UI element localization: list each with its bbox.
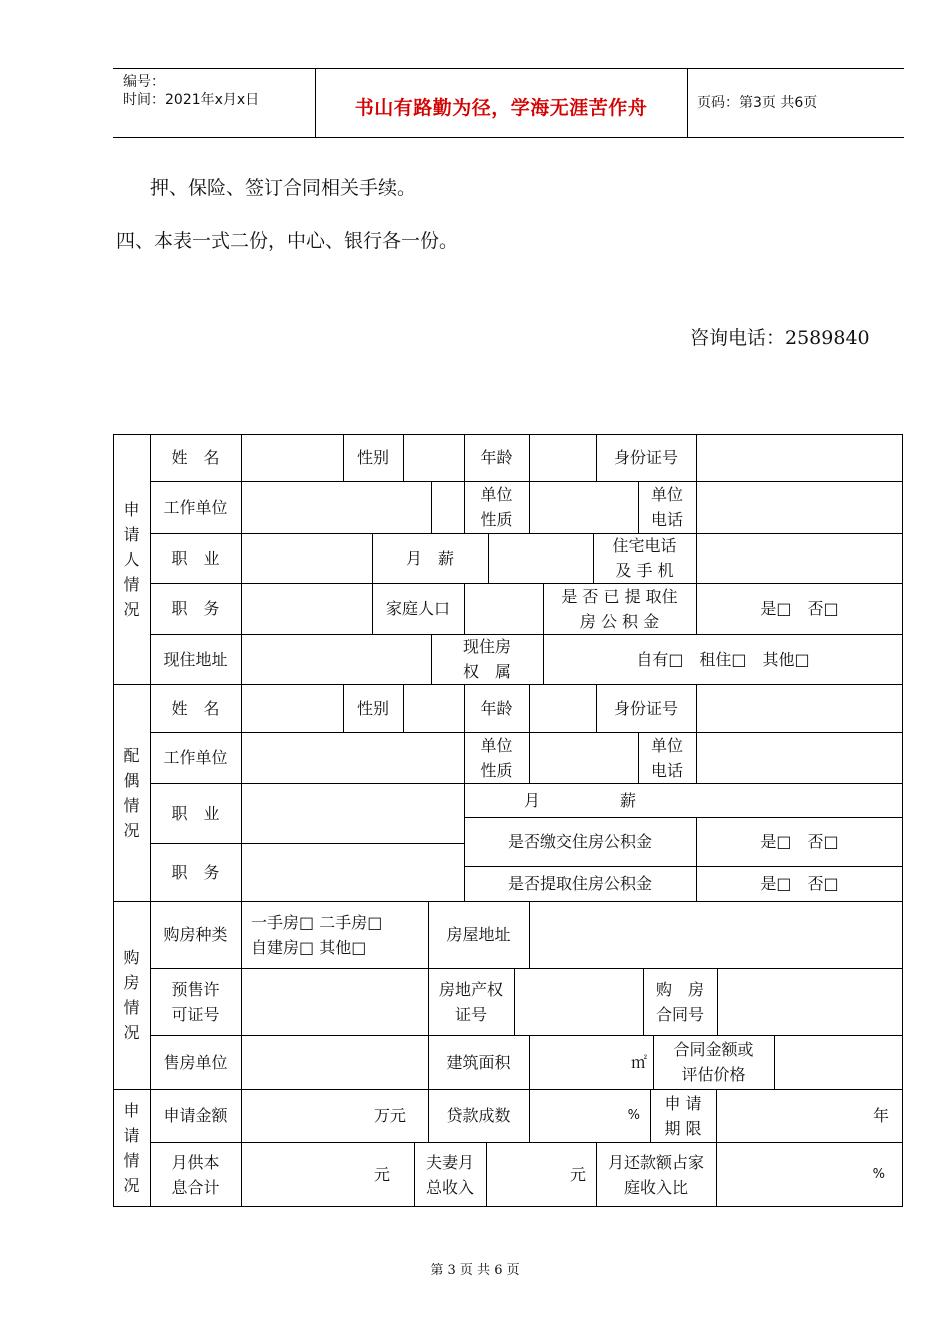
applicant-ownership-choice[interactable]: 自有□ 租住□ 其他□ [636, 649, 810, 669]
header-divider [687, 69, 688, 137]
page-indicator: 页码：第3页 共6页 [697, 95, 818, 111]
section-spouse [113, 684, 150, 901]
applicant-work-unit-label: 工作单位 [163, 497, 228, 517]
body-line-2: 四、本表一式二份，中心、银行各一份。 [116, 230, 459, 252]
section-purchase [113, 901, 150, 1089]
spouse-fund-withdrawn-choice[interactable]: 是□ 否□ [760, 874, 839, 893]
purchase-type-choice[interactable] [241, 901, 428, 968]
doc-time: 时间：2021年x月x日 [123, 92, 260, 108]
spouse-unit-phone-label: 单位电话 [650, 735, 683, 780]
section-label: 购房情况 [123, 948, 140, 1042]
couple-income-unit: 元 [569, 1165, 586, 1184]
section-applicant [113, 434, 150, 684]
spouse-id-label: 身份证号 [613, 698, 678, 718]
presale-permit-label: 预售许可证号 [171, 979, 220, 1024]
area-unit: ㎡ [630, 1052, 647, 1072]
purchase-type-options-1: 一手房□ 二手房□ [251, 912, 383, 932]
loan-term-unit: 年 [872, 1106, 889, 1125]
spouse-fund-paid-label: 是否缴交住房公积金 [507, 832, 652, 851]
page-footer: 第 3 页 共 6 页 [430, 1263, 520, 1278]
loan-ratio-label: 贷款成数 [446, 1106, 511, 1125]
loan-amount-unit: 万元 [373, 1106, 406, 1125]
consult-phone: 咨询电话：2589840 [690, 327, 870, 349]
spouse-fund-paid-choice[interactable]: 是□ 否□ [760, 832, 839, 851]
spouse-gender-label: 性别 [356, 698, 389, 718]
spouse-unit-nature-label: 单位性质 [480, 735, 513, 780]
repay-ratio-unit: % [872, 1167, 885, 1182]
contract-no-label: 购 房合同号 [655, 979, 704, 1024]
spouse-name-label: 姓 名 [171, 698, 220, 718]
section-label: 配偶情况 [123, 745, 140, 840]
doc-number: 编号： [123, 74, 165, 90]
repay-ratio-label: 月还款额占家庭收入比 [607, 1152, 704, 1197]
area-label: 建筑面积 [446, 1052, 511, 1072]
applicant-salary-label: 月 薪 [405, 548, 454, 568]
applicant-position-label: 职 务 [171, 599, 220, 618]
spouse-work-unit-label: 工作单位 [163, 748, 228, 767]
property-cert-label: 房地产权证号 [439, 979, 504, 1024]
loan-application-table [113, 434, 903, 1207]
header-motto: 书山有路勤为径，学海无涯苦作舟 [354, 97, 648, 119]
spouse-occupation-label: 职 业 [171, 803, 220, 823]
section-label: 申请人情况 [123, 499, 140, 619]
purchase-type-options-2: 自建房□ 其他□ [251, 937, 367, 957]
monthly-payment-label: 月供本息合计 [171, 1152, 220, 1197]
applicant-id-label: 身份证号 [613, 448, 678, 467]
applicant-address-label: 现住地址 [163, 649, 228, 669]
applicant-household-label: 家庭人口 [385, 599, 450, 618]
applicant-gender-label: 性别 [356, 448, 389, 467]
body-line-1: 押、保险、签订合同相关手续。 [150, 177, 417, 199]
loan-amount-label: 申请金额 [163, 1106, 228, 1125]
spouse-salary-label: 月 薪 [523, 790, 636, 810]
house-address-label: 房屋地址 [446, 925, 511, 944]
applicant-unit-phone-label: 单位电话 [650, 485, 683, 529]
spouse-age-label: 年龄 [480, 698, 513, 718]
spouse-position-label: 职 务 [171, 862, 220, 882]
section-label: 申请情况 [123, 1101, 140, 1195]
section-application [113, 1089, 150, 1207]
couple-income-label: 夫妻月总收入 [425, 1152, 474, 1197]
applicant-name-label: 姓 名 [171, 448, 220, 467]
page-header [113, 68, 904, 138]
applicant-ownership-label: 现住房权 属 [462, 637, 511, 681]
spouse-fund-withdrawn-label: 是否提取住房公积金 [507, 874, 652, 893]
applicant-fund-withdrawn-label: 是 否 已 提 取住 房 公 积 金 [561, 586, 678, 631]
seller-label: 售房单位 [163, 1052, 228, 1072]
loan-ratio-unit: % [627, 1108, 640, 1123]
applicant-unit-nature-label: 单位性质 [480, 485, 513, 529]
applicant-home-phone-label: 住宅电话及 手 机 [612, 536, 677, 580]
applicant-fund-withdrawn-choice[interactable]: 是□ 否□ [760, 599, 839, 618]
applicant-occupation-label: 职 业 [171, 548, 220, 568]
monthly-payment-unit: 元 [373, 1165, 390, 1184]
loan-term-label: 申 请期 限 [664, 1093, 702, 1138]
contract-amount-label: 合同金额或评估价格 [673, 1040, 754, 1084]
purchase-type-label: 购房种类 [163, 925, 228, 944]
applicant-age-label: 年龄 [480, 448, 513, 467]
